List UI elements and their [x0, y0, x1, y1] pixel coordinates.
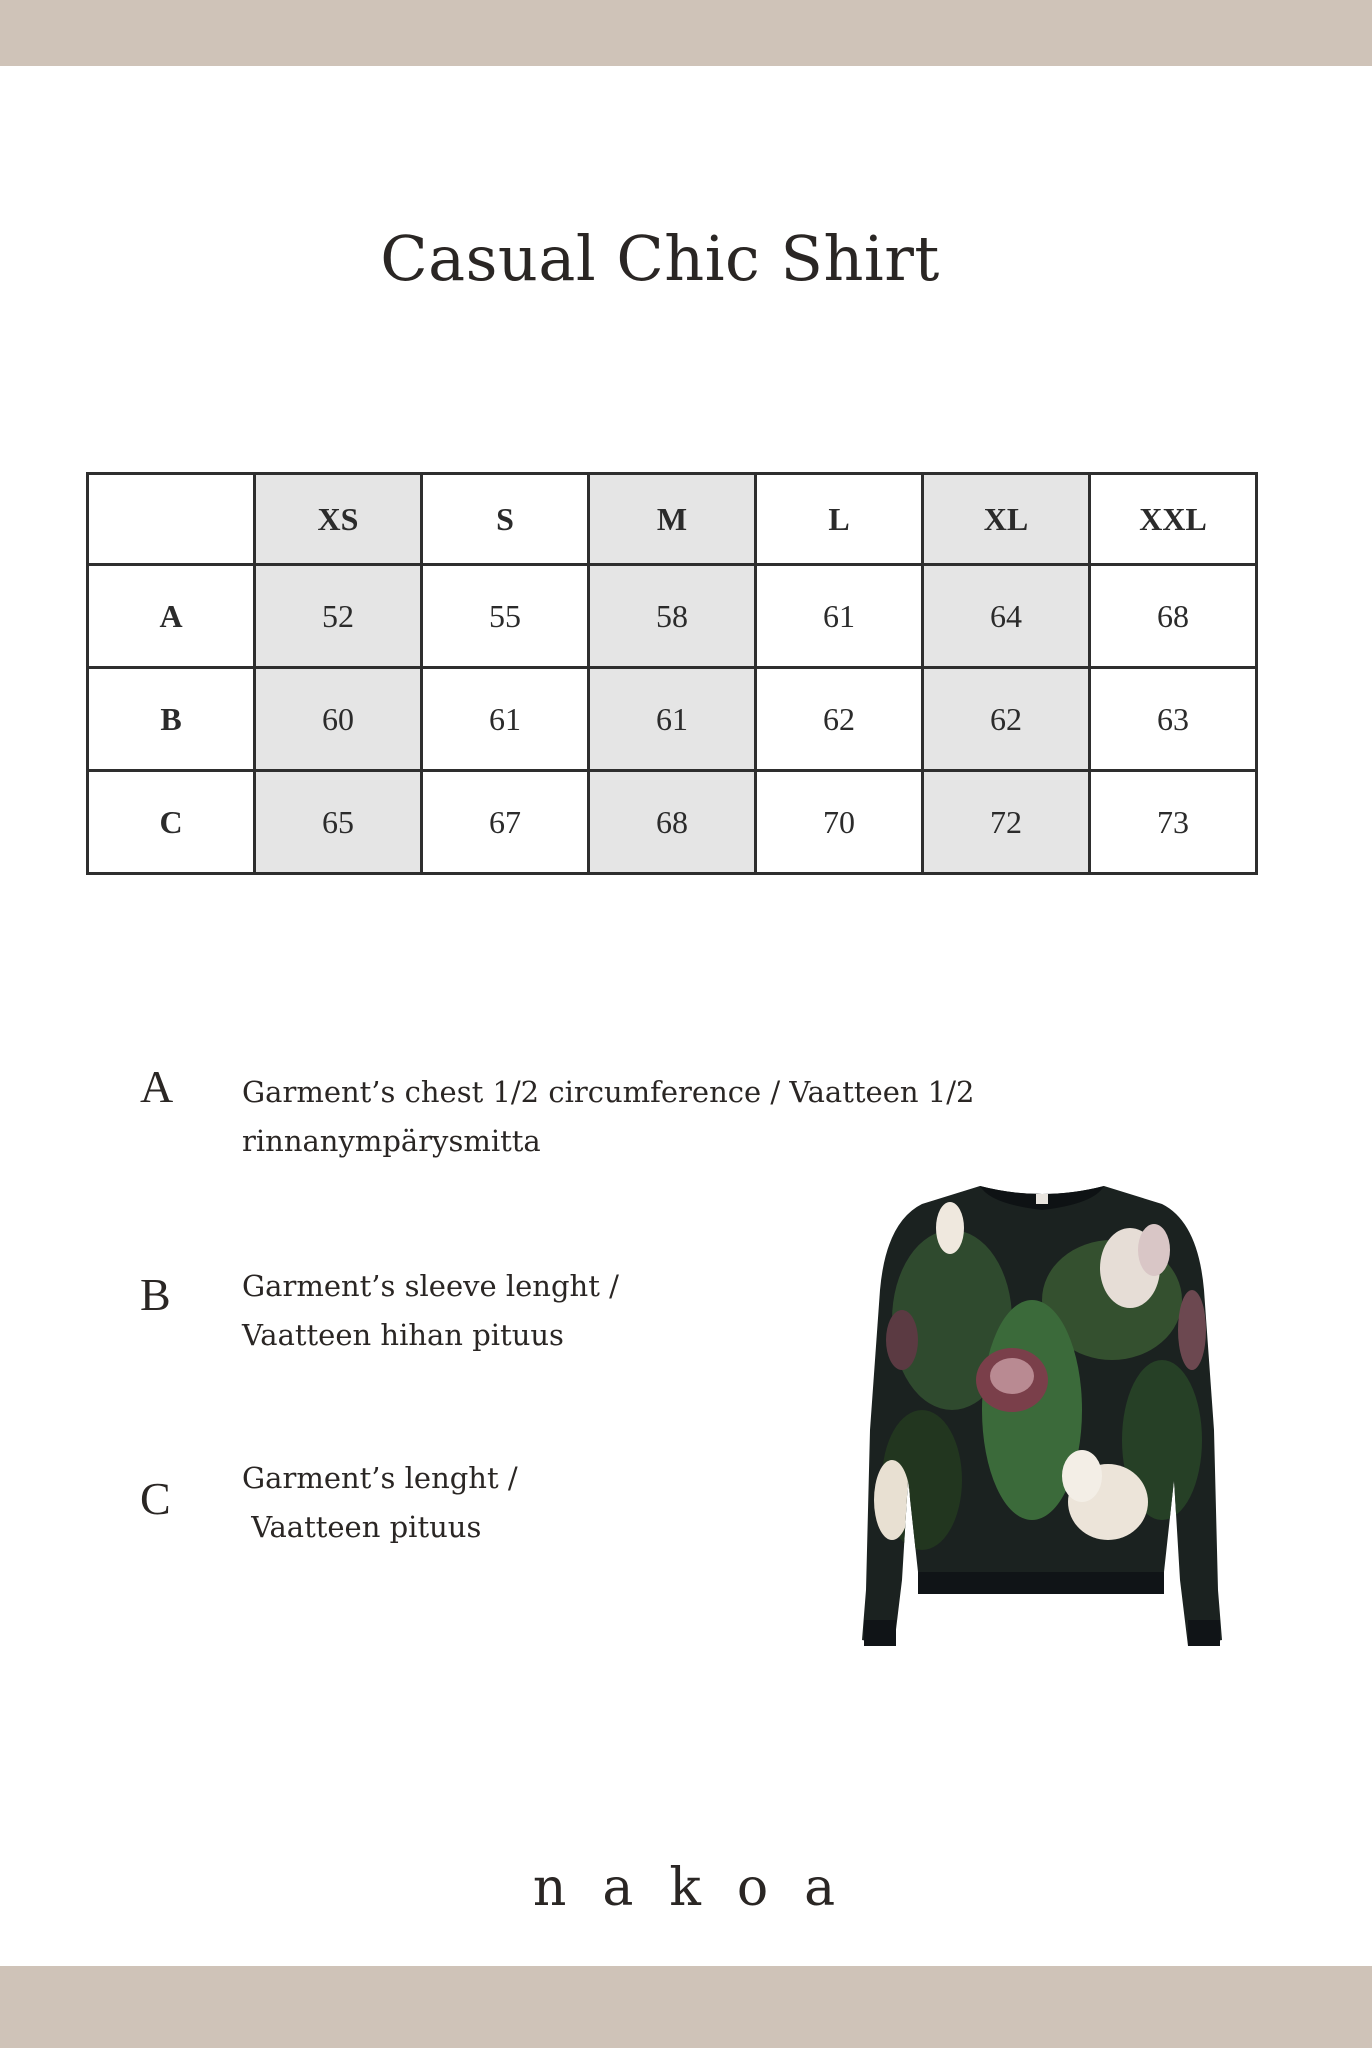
table-header-cell: XS	[255, 474, 422, 565]
legend-line: Garment’s sleeve lenght /	[242, 1269, 619, 1303]
table-cell: 72	[923, 771, 1090, 874]
brand-logo: nakoa	[532, 1858, 872, 1918]
row-label: B	[88, 668, 255, 771]
table-cell: 65	[255, 771, 422, 874]
legend-text-a	[242, 1068, 982, 1166]
row-label: A	[88, 565, 255, 668]
table-cell: 61	[589, 668, 756, 771]
legend-line: Garment’s lenght /	[242, 1461, 518, 1495]
table-cell: 61	[422, 668, 589, 771]
table-cell: 58	[589, 565, 756, 668]
table-cell: 68	[1090, 565, 1257, 668]
table-cell: 64	[923, 565, 1090, 668]
table-header-cell: S	[422, 474, 589, 565]
legend-letter-a: A	[140, 1061, 174, 1112]
table-header-cell: XXL	[1090, 474, 1257, 565]
table-cell: 62	[923, 668, 1090, 771]
legend-line: Vaatteen pituus	[242, 1510, 482, 1544]
legend-letter-b: B	[140, 1269, 171, 1320]
table-header-cell: L	[756, 474, 923, 565]
page-title: Casual Chic Shirt	[380, 222, 940, 295]
legend-line: rinnanympärysmitta	[242, 1124, 541, 1158]
size-table	[86, 472, 1258, 875]
floral-sweatshirt-photo	[862, 1180, 1222, 1660]
table-cell: 55	[422, 565, 589, 668]
table-cell: 70	[756, 771, 923, 874]
row-label: C	[88, 771, 255, 874]
table-header-row	[88, 474, 1257, 565]
table-header-cell: XL	[923, 474, 1090, 565]
table-cell: 68	[589, 771, 756, 874]
table-row	[88, 565, 1257, 668]
table-header-cell: M	[589, 474, 756, 565]
table-cell: 63	[1090, 668, 1257, 771]
top-band	[0, 0, 1372, 66]
table-row	[88, 771, 1257, 874]
table-header-cell	[88, 474, 255, 565]
table-cell: 61	[756, 565, 923, 668]
table-cell: 60	[255, 668, 422, 771]
table-cell: 62	[756, 668, 923, 771]
table-cell: 67	[422, 771, 589, 874]
table-cell: 52	[255, 565, 422, 668]
table-row	[88, 668, 1257, 771]
legend-line: Garment’s chest 1/2 circumference / Vaatteen 1/2	[242, 1075, 975, 1109]
legend-letter-c: C	[140, 1473, 171, 1524]
table-cell: 73	[1090, 771, 1257, 874]
bottom-band	[0, 1966, 1372, 2048]
legend-line: Vaatteen hihan pituus	[242, 1318, 564, 1352]
